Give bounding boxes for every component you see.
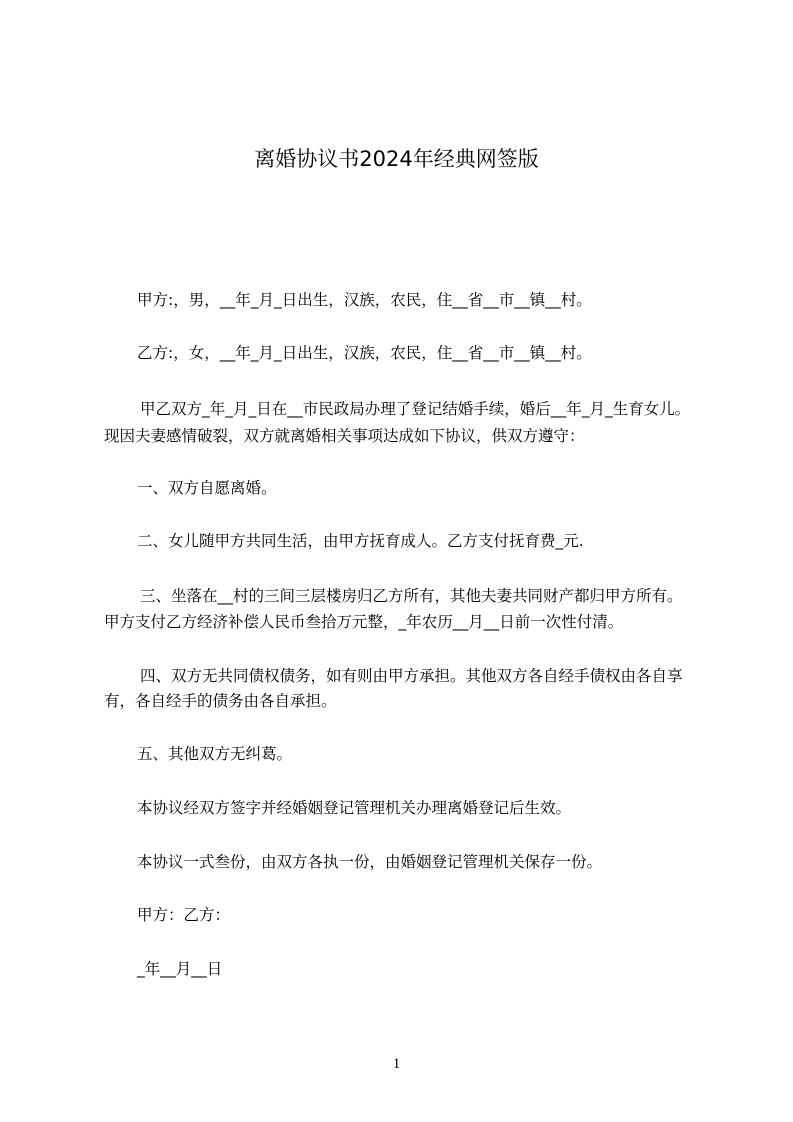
- party-b-info: 乙方:，女，__年_月_日出生，汉族，农民，住__省__市__镇__村。: [137, 344, 592, 362]
- clause-4-line1: 四、双方无共同债权债务，如有则由甲方承担。其他双方各自经手债权由各自享: [140, 667, 683, 685]
- page-number: 1: [392, 1056, 401, 1072]
- clause-5: 五、其他双方无纠葛。: [137, 745, 293, 763]
- clause-3-line1: 三、坐落在__村的三间三层楼房归乙方所有，其他夫妻共同财产都归甲方所有。: [140, 587, 683, 605]
- copies-clause: 本协议一式叁份，由双方各执一份，由婚姻登记管理机关保存一份。: [137, 853, 603, 871]
- document-title: 离婚协议书2024年经典网签版: [254, 147, 539, 171]
- signature-line: 甲方：乙方：: [137, 906, 231, 924]
- clause-4-line2: 有，各自经手的债务由各自承担。: [104, 692, 337, 710]
- clause-2: 二、女儿随甲方共同生活，由甲方抚育成人。乙方支付抚育费_元.: [137, 532, 584, 550]
- marriage-background-line2: 现因夫妻感情破裂，双方就离婚相关事项达成如下协议，供双方遵守：: [104, 427, 585, 445]
- party-a-info: 甲方:，男，__年_月_日出生，汉族，农民，住__省__市__镇__村。: [137, 291, 592, 309]
- effective-clause: 本协议经双方签字并经婚姻登记管理机关办理离婚登记后生效。: [137, 799, 572, 817]
- date-line: _年__月__日: [137, 960, 223, 978]
- clause-1: 一、双方自愿离婚。: [137, 479, 277, 497]
- clause-3-line2: 甲方支付乙方经济补偿人民币叁拾万元整，_年农历__月__日前一次性付清。: [104, 613, 624, 631]
- marriage-background-line1: 甲乙双方_年_月_日在__市民政局办理了登记结婚手续，婚后__年_月_生育女儿。: [140, 400, 691, 418]
